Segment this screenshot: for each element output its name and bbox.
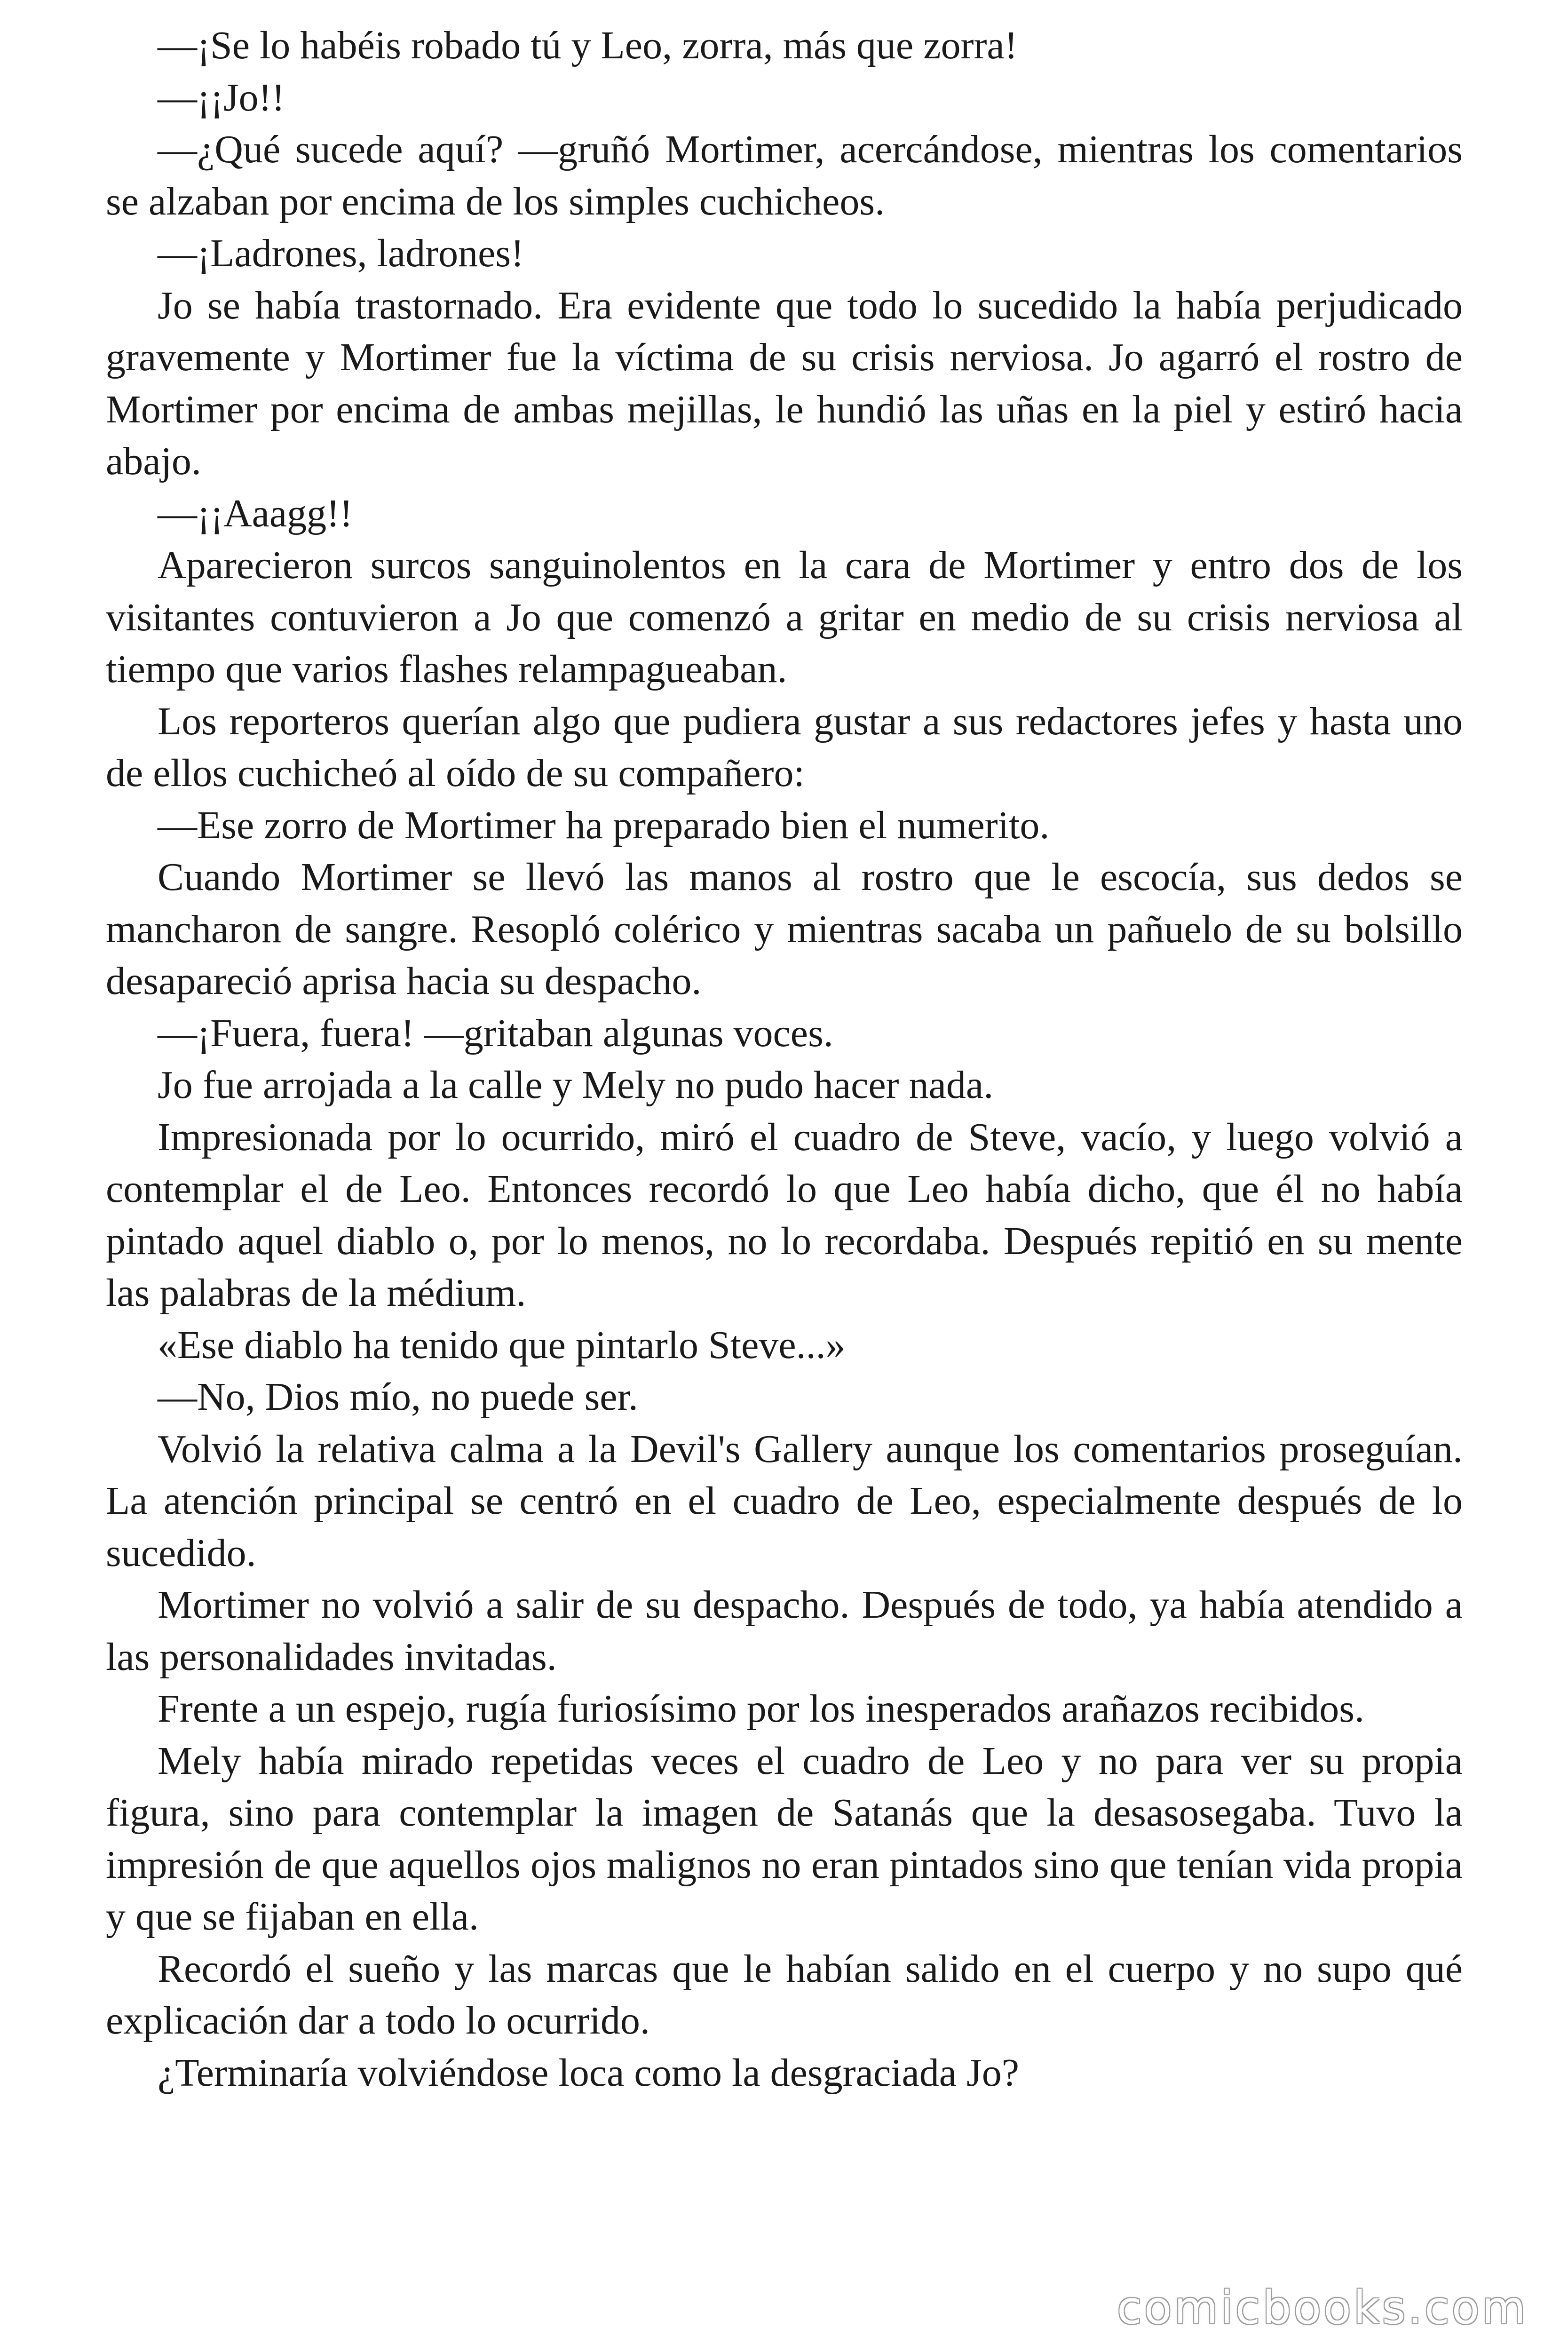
paragraph: Jo se había trastornado. Era evidente que todo lo sucedido la había perjudicado gravemente y Mortimer fue la víctima de su crisis nerviosa. Jo agarró el rostro de Mortimer por encima de ambas mejillas, le hundió las uñas en la piel y estiró hacia abajo. xyxy=(106,283,1463,483)
paragraph: —¡Fuera, fuera! —gritaban algunas voces. xyxy=(158,1011,833,1055)
paragraph: Volvió la relativa calma a la Devil's Gallery aunque los comentarios proseguían. La atención principal se centró en el cuadro de Leo, especialmente después de lo sucedido. xyxy=(106,1427,1463,1575)
paragraph: —¡Se lo habéis robado tú y Leo, zorra, más que zorra! xyxy=(158,24,1018,67)
paragraph: Frente a un espejo, rugía furiosísimo por los inesperados arañazos recibidos. xyxy=(158,1687,1364,1731)
paragraph: Mortimer no volvió a salir de su despacho. Después de todo, ya había atendido a las personalidades invitadas. xyxy=(106,1583,1463,1679)
paragraph: —¿Qué sucede aquí? —gruñó Mortimer, acercándose, mientras los comentarios se alzaban por encima de los simples cuchicheos. xyxy=(106,127,1463,223)
paragraph: «Ese diablo ha tenido que pintarlo Steve...» xyxy=(158,1323,846,1367)
paragraph: —¡¡Aaagg!! xyxy=(158,491,353,535)
paragraph: —No, Dios mío, no puede ser. xyxy=(158,1375,638,1419)
paragraph: Mely había mirado repetidas veces el cuadro de Leo y no para ver su propia figura, sino para contemplar la imagen de Satanás que la desasosegaba. Tuvo la impresión de que aquellos ojos malignos no eran pintados sino que tenían vida propia y que se fijaban en ella. xyxy=(106,1739,1463,1939)
paragraph: —Ese zorro de Mortimer ha preparado bien el numerito. xyxy=(158,803,1050,847)
paragraph: Cuando Mortimer se llevó las manos al rostro que le escocía, sus dedos se mancharon de sangre. Resopló colérico y mientras sacaba un pañuelo de su bolsillo desapareció aprisa hacia su despacho. xyxy=(106,855,1463,1003)
paragraph: Aparecieron surcos sanguinolentos en la cara de Mortimer y entro dos de los visitantes contuvieron a Jo que comenzó a gritar en medio de su crisis nerviosa al tiempo que varios flashes relampagueaban. xyxy=(106,543,1463,691)
paragraph: Recordó el sueño y las marcas que le habían salido en el cuerpo y no supo qué explicación dar a todo lo ocurrido. xyxy=(106,1947,1463,2042)
watermark: comicbooks.com xyxy=(1117,2281,1528,2334)
paragraph: ¿Terminaría volviéndose loca como la desgraciada Jo? xyxy=(158,2050,1020,2095)
paragraph: —¡¡Jo!! xyxy=(158,75,285,119)
paragraph: Los reporteros querían algo que pudiera gustar a sus redactores jefes y hasta uno de ellos cuchicheó al oído de su compañero: xyxy=(106,699,1463,795)
book-page-text xyxy=(106,20,1463,2099)
paragraph: —¡Ladrones, ladrones! xyxy=(158,231,524,275)
paragraph: Impresionada por lo ocurrido, miró el cuadro de Steve, vacío, y luego volvió a contemplar el de Leo. Entonces recordó lo que Leo había dicho, que él no había pintado aquel diablo o, por lo menos, no lo recordaba. Después repitió en su mente las palabras de la médium. xyxy=(106,1115,1463,1315)
paragraph: Jo fue arrojada a la calle y Mely no pudo hacer nada. xyxy=(158,1063,994,1107)
